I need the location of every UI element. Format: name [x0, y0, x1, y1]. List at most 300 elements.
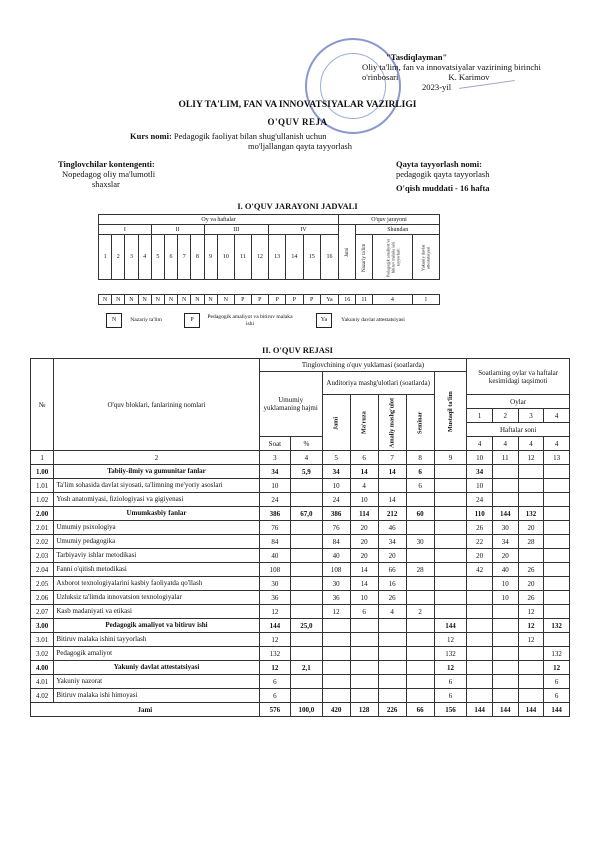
table-row — [31, 605, 570, 619]
cell-value: 20 — [467, 549, 493, 563]
header-no: № — [31, 359, 54, 451]
total-value: 576 — [259, 703, 291, 717]
column-number: 3 — [259, 451, 291, 465]
column-number: 11 — [492, 451, 518, 465]
cell-value: 76 — [322, 521, 350, 535]
cell-value: 34 — [467, 465, 493, 479]
subject-name: Yakuniy davlat attestatsiyasi — [54, 661, 259, 675]
cell-value — [350, 661, 378, 675]
cell-value — [291, 647, 323, 661]
cell-value — [492, 661, 518, 675]
week-code: N — [204, 295, 217, 305]
week-count: 4 — [467, 437, 493, 451]
month-number: 2 — [492, 409, 518, 423]
cell-value — [518, 675, 544, 689]
cell-value: 6 — [259, 675, 291, 689]
week-code: N — [151, 295, 164, 305]
cell-value: 66 — [378, 563, 406, 577]
cell-value: 10 — [492, 591, 518, 605]
subject-name: Yakuniy nazorat — [54, 675, 259, 689]
cell-value — [406, 689, 434, 703]
cell-value: 12 — [434, 661, 467, 675]
cell-value: 26 — [378, 591, 406, 605]
month-number: 4 — [544, 409, 570, 423]
cell-value — [492, 605, 518, 619]
cell-value — [378, 633, 406, 647]
subject-name: Uzluksiz ta'limda innovatsion texnologiyalar — [54, 591, 259, 605]
week-code: P — [268, 295, 285, 305]
column-number: 4 — [291, 451, 323, 465]
cell-value: 132 — [518, 507, 544, 521]
row-number: 2.03 — [31, 549, 54, 563]
legend-code: P — [184, 313, 200, 328]
cell-value: 6 — [434, 689, 467, 703]
header-load: Tinglovchining o'quv yuklamasi (soatlarda) — [259, 359, 467, 372]
cell-value: 26 — [518, 591, 544, 605]
column-number: 12 — [518, 451, 544, 465]
section1-title: I. O'QUV JARAYONI JADVALI — [237, 201, 358, 211]
cell-value — [434, 591, 467, 605]
cell-value — [544, 591, 570, 605]
cell-value: 5,9 — [291, 465, 323, 479]
table-row — [31, 675, 570, 689]
week-number: 4 — [138, 235, 151, 280]
table-row — [31, 577, 570, 591]
cell-value: 20 — [518, 521, 544, 535]
cell-value — [544, 479, 570, 493]
cell-value: 10 — [350, 493, 378, 507]
section2-title: II. O'QUV REJASI — [262, 345, 333, 355]
total-value: 144 — [492, 703, 518, 717]
cell-value — [406, 493, 434, 507]
cell-value — [492, 619, 518, 633]
cell-value: 2 — [406, 605, 434, 619]
header-jami: Jami — [322, 395, 350, 451]
row-number: 1.00 — [31, 465, 54, 479]
table-row — [31, 535, 570, 549]
cell-value — [350, 689, 378, 703]
cell-value: 34 — [322, 465, 350, 479]
cell-value — [434, 465, 467, 479]
cell-value: 114 — [350, 507, 378, 521]
cell-value: 26 — [467, 521, 493, 535]
cell-value — [322, 689, 350, 703]
table-row — [31, 591, 570, 605]
cell-value — [378, 479, 406, 493]
week-code: P — [303, 295, 320, 305]
week-code: P — [286, 295, 303, 305]
table-row — [31, 661, 570, 675]
cell-value: 2,1 — [291, 661, 323, 675]
cell-value: 40 — [322, 549, 350, 563]
cell-value — [434, 493, 467, 507]
week-code: Ya — [320, 295, 338, 305]
retraining-value: pedagogik qayta tayyorlash — [396, 169, 490, 179]
cell-value: 144 — [492, 507, 518, 521]
cell-value: 34 — [378, 535, 406, 549]
cell-value: 4 — [378, 605, 406, 619]
row-number: 2.05 — [31, 577, 54, 591]
column-number: 5 — [322, 451, 350, 465]
cell-value: 24 — [259, 493, 291, 507]
week-number: 16 — [320, 235, 338, 280]
cell-value — [544, 605, 570, 619]
including-header: Shundan — [356, 225, 440, 235]
cell-value: 46 — [378, 521, 406, 535]
subject-name: Axborot texnologiyalarini kasbiy faoliyatda qo'llash — [54, 577, 259, 591]
duration: O'qish muddati - 16 hafta — [396, 183, 490, 193]
week-number: 12 — [251, 235, 268, 280]
cell-value — [378, 619, 406, 633]
cell-value: 84 — [259, 535, 291, 549]
row-number: 4.00 — [31, 661, 54, 675]
cell-value — [434, 507, 467, 521]
row-number: 2.07 — [31, 605, 54, 619]
cell-value — [492, 633, 518, 647]
header-percent: % — [291, 437, 323, 451]
process-header: O'quv jarayoni — [339, 215, 440, 225]
cell-value: 108 — [259, 563, 291, 577]
week-number: 8 — [191, 235, 204, 280]
approval-signer: K. Karimov — [448, 72, 490, 82]
month-1: I — [99, 225, 152, 235]
course-name — [130, 131, 430, 151]
column-number: 6 — [350, 451, 378, 465]
retraining-block — [396, 159, 576, 193]
cell-value — [291, 577, 323, 591]
month-2: II — [151, 225, 204, 235]
cell-value — [492, 493, 518, 507]
cell-value: 6 — [406, 465, 434, 479]
cell-value: 34 — [492, 535, 518, 549]
cell-value: 30 — [406, 535, 434, 549]
row-number: 1.01 — [31, 479, 54, 493]
cell-value: 20 — [378, 549, 406, 563]
cell-value: 36 — [259, 591, 291, 605]
week-code: P — [251, 295, 268, 305]
cell-value — [434, 577, 467, 591]
cell-value — [434, 535, 467, 549]
row-number: 2.06 — [31, 591, 54, 605]
cell-value — [406, 633, 434, 647]
cell-value: 4 — [350, 479, 378, 493]
subject-name: Tabiiy-ilmiy va gumunitar fanlar — [54, 465, 259, 479]
column-number: 8 — [406, 451, 434, 465]
month-number: 1 — [467, 409, 493, 423]
row-number: 2.01 — [31, 521, 54, 535]
subject-name: Umumkasbiy fanlar — [54, 507, 259, 521]
week-count: 4 — [492, 437, 518, 451]
header-hours: Soat — [259, 437, 291, 451]
cell-value: 30 — [259, 577, 291, 591]
cell-value — [291, 605, 323, 619]
cell-value: 212 — [378, 507, 406, 521]
cell-value: 10 — [350, 591, 378, 605]
cell-value: 28 — [518, 535, 544, 549]
cell-value: 6 — [434, 675, 467, 689]
approval-title: "Tasdiqlayman" — [386, 52, 448, 62]
cell-value: 30 — [322, 577, 350, 591]
cell-value: 386 — [322, 507, 350, 521]
header-independent: Mustaqil ta'lim — [434, 372, 467, 451]
subject-name: Pedagogik amaliyot va bitiruv ishi — [54, 619, 259, 633]
process-total: 4 — [373, 295, 413, 305]
cell-value — [544, 535, 570, 549]
cell-value — [434, 563, 467, 577]
total-value: 144 — [544, 703, 570, 717]
week-count: 4 — [544, 437, 570, 451]
row-number: 3.02 — [31, 647, 54, 661]
cell-value — [406, 549, 434, 563]
cell-value: 14 — [350, 577, 378, 591]
header-weeks: Haftalar soni — [467, 423, 570, 437]
cell-value — [291, 535, 323, 549]
cell-value: 12 — [259, 661, 291, 675]
cell-value: 144 — [259, 619, 291, 633]
plan-title: O'QUV REJA — [267, 117, 328, 127]
cell-value: 25,0 — [291, 619, 323, 633]
total-label: Jami — [339, 225, 356, 280]
header-auditory: Auditoriya mashg'ulotlari (soatlarda) — [322, 372, 434, 395]
cell-value — [406, 619, 434, 633]
cell-value: 132 — [544, 647, 570, 661]
cell-value: 12 — [322, 605, 350, 619]
week-number: 1 — [99, 235, 112, 280]
total-value: 226 — [378, 703, 406, 717]
cell-value — [544, 577, 570, 591]
cell-value: 22 — [467, 535, 493, 549]
total-value: 100,0 — [291, 703, 323, 717]
month-4: IV — [268, 225, 338, 235]
week-code: N — [99, 295, 112, 305]
subject-name: Umumiy pedagogika — [54, 535, 259, 549]
cell-value: 40 — [492, 563, 518, 577]
cell-value — [492, 675, 518, 689]
subject-name: Pedagogik amaliyot — [54, 647, 259, 661]
cell-value — [467, 591, 493, 605]
cell-value: 132 — [434, 647, 467, 661]
header-months: Oylar — [467, 395, 570, 409]
process-total: 11 — [356, 295, 373, 305]
legend-label: Nazariy ta'lim — [130, 317, 162, 324]
cell-value: 12 — [259, 605, 291, 619]
cell-value: 132 — [544, 619, 570, 633]
table-row — [31, 479, 570, 493]
subject-name: Tarbiyaviy ishlar metodikasi — [54, 549, 259, 563]
cell-value: 84 — [322, 535, 350, 549]
cell-value — [406, 521, 434, 535]
total-label: Jami — [31, 703, 260, 717]
cell-value — [291, 563, 323, 577]
row-number: 1.02 — [31, 493, 54, 507]
ministry-title: OLIY TA'LIM, FAN VA INNOVATSIYALAR VAZIRLIGI — [178, 100, 417, 110]
retraining-label: Qayta tayyorlash nomi: — [396, 159, 482, 169]
cell-value: 24 — [322, 493, 350, 507]
cell-value — [322, 675, 350, 689]
cell-value — [291, 493, 323, 507]
contingent-line2: shaxslar — [92, 179, 120, 189]
week-number: 15 — [303, 235, 320, 280]
cell-value: 20 — [518, 577, 544, 591]
table-row — [31, 633, 570, 647]
cell-value — [291, 591, 323, 605]
cell-value: 12 — [544, 661, 570, 675]
cell-value — [492, 465, 518, 479]
course-label: Kurs nomi: — [130, 131, 172, 141]
cell-value: 12 — [518, 605, 544, 619]
table-row — [31, 689, 570, 703]
cell-value: 14 — [378, 493, 406, 507]
approval-line2: o'rinbosari — [362, 72, 399, 82]
cell-value — [350, 633, 378, 647]
cell-value — [467, 689, 493, 703]
contingent-block — [58, 159, 238, 189]
legend-practice — [184, 313, 296, 328]
week-number: 13 — [268, 235, 285, 280]
month-3: III — [204, 225, 268, 235]
cell-value — [434, 521, 467, 535]
week-number: 5 — [151, 235, 164, 280]
cell-value: 12 — [518, 619, 544, 633]
subject-name: Yosh anatomiyasi, fiziologiyasi va gigiyenasi — [54, 493, 259, 507]
row-number: 4.02 — [31, 689, 54, 703]
subject-name: Umumiy psixologiya — [54, 521, 259, 535]
final-label: Yakuniy davlat attestatsiyasi — [412, 235, 439, 280]
cell-value — [350, 675, 378, 689]
cell-value: 14 — [378, 465, 406, 479]
cell-value — [406, 591, 434, 605]
cell-value: 76 — [259, 521, 291, 535]
cell-value: 6 — [406, 479, 434, 493]
cell-value — [518, 647, 544, 661]
total-row — [31, 703, 570, 717]
week-number: 10 — [217, 235, 234, 280]
subject-name: Ta'lim sohasida davlat siyosati, ta'limning me'yoriy asoslari — [54, 479, 259, 493]
cell-value — [544, 521, 570, 535]
header-lecture: Ma'ruza — [350, 395, 378, 451]
week-code: N — [217, 295, 234, 305]
cell-value: 24 — [467, 493, 493, 507]
cell-value — [378, 675, 406, 689]
table-row — [31, 493, 570, 507]
process-total: 16 — [339, 295, 356, 305]
cell-value — [492, 647, 518, 661]
row-number: 2.02 — [31, 535, 54, 549]
cell-value: 110 — [467, 507, 493, 521]
cell-value: 16 — [378, 577, 406, 591]
course-name-line1: Pedagogik faoliyat bilan shug'ullanish uchun — [173, 131, 327, 141]
cell-value: 60 — [406, 507, 434, 521]
table-row — [31, 563, 570, 577]
table-row — [31, 647, 570, 661]
row-number: 2.00 — [31, 507, 54, 521]
week-code: N — [164, 295, 177, 305]
months-header: Oy va haftalar — [99, 215, 339, 225]
cell-value: 20 — [350, 521, 378, 535]
cell-value: 12 — [259, 633, 291, 647]
month-number: 3 — [518, 409, 544, 423]
course-name-line2: mo'ljallangan qayta tayyorlash — [248, 141, 352, 151]
table-row — [31, 549, 570, 563]
cell-value — [291, 675, 323, 689]
cell-value — [467, 605, 493, 619]
week-number: 9 — [204, 235, 217, 280]
schedule-table — [98, 214, 440, 305]
contingent-label: Tinglovchilar kontengenti: — [58, 159, 155, 169]
week-count: 4 — [518, 437, 544, 451]
cell-value: 30 — [492, 521, 518, 535]
study-plan-table — [30, 358, 570, 717]
cell-value — [378, 689, 406, 703]
cell-value — [434, 479, 467, 493]
approval-line1: Oliy ta'lim, fan va innovatsiyalar vazirining birinchi — [362, 62, 541, 72]
table-row — [31, 521, 570, 535]
cell-value — [434, 549, 467, 563]
table-row — [31, 507, 570, 521]
cell-value: 67,0 — [291, 507, 323, 521]
week-code: N — [191, 295, 204, 305]
total-value: 420 — [322, 703, 350, 717]
cell-value — [467, 661, 493, 675]
cell-value: 34 — [259, 465, 291, 479]
cell-value — [291, 549, 323, 563]
subject-name: Bitiruv malaka ishi himoyasi — [54, 689, 259, 703]
cell-value: 10 — [259, 479, 291, 493]
cell-value — [518, 479, 544, 493]
week-number: 14 — [286, 235, 303, 280]
practice-label: Pedagogik amaliyot va bitiruv malaka ishi tayyorlash — [373, 235, 413, 280]
cell-value: 10 — [467, 479, 493, 493]
cell-value — [406, 675, 434, 689]
subject-name: Bitiruv malaka ishini tayyorlash — [54, 633, 259, 647]
subject-name: Kasb madaniyati va etikasi — [54, 605, 259, 619]
week-code: N — [178, 295, 191, 305]
cell-value — [492, 689, 518, 703]
approval-date: 2023-yil — [422, 82, 452, 92]
cell-value — [544, 633, 570, 647]
row-number: 2.04 — [31, 563, 54, 577]
cell-value — [518, 689, 544, 703]
cell-value — [291, 479, 323, 493]
legend-final — [316, 313, 410, 328]
header-seminar: Seminar — [406, 395, 434, 451]
column-number: 7 — [378, 451, 406, 465]
cell-value — [378, 661, 406, 675]
week-code: N — [112, 295, 125, 305]
cell-value — [492, 479, 518, 493]
total-value: 144 — [467, 703, 493, 717]
cell-value: 6 — [350, 605, 378, 619]
cell-value — [291, 689, 323, 703]
cell-value: 10 — [322, 479, 350, 493]
column-number: 10 — [467, 451, 493, 465]
cell-value — [544, 493, 570, 507]
week-code: N — [125, 295, 138, 305]
process-total: 1 — [412, 295, 439, 305]
cell-value — [291, 521, 323, 535]
approval-block — [362, 52, 541, 92]
table-row — [31, 619, 570, 633]
cell-value — [406, 647, 434, 661]
cell-value: 36 — [322, 591, 350, 605]
column-number: 9 — [434, 451, 467, 465]
cell-value: 26 — [518, 563, 544, 577]
total-value: 156 — [434, 703, 467, 717]
cell-value — [518, 549, 544, 563]
cell-value: 12 — [434, 633, 467, 647]
column-number: 2 — [54, 451, 259, 465]
cell-value: 144 — [434, 619, 467, 633]
